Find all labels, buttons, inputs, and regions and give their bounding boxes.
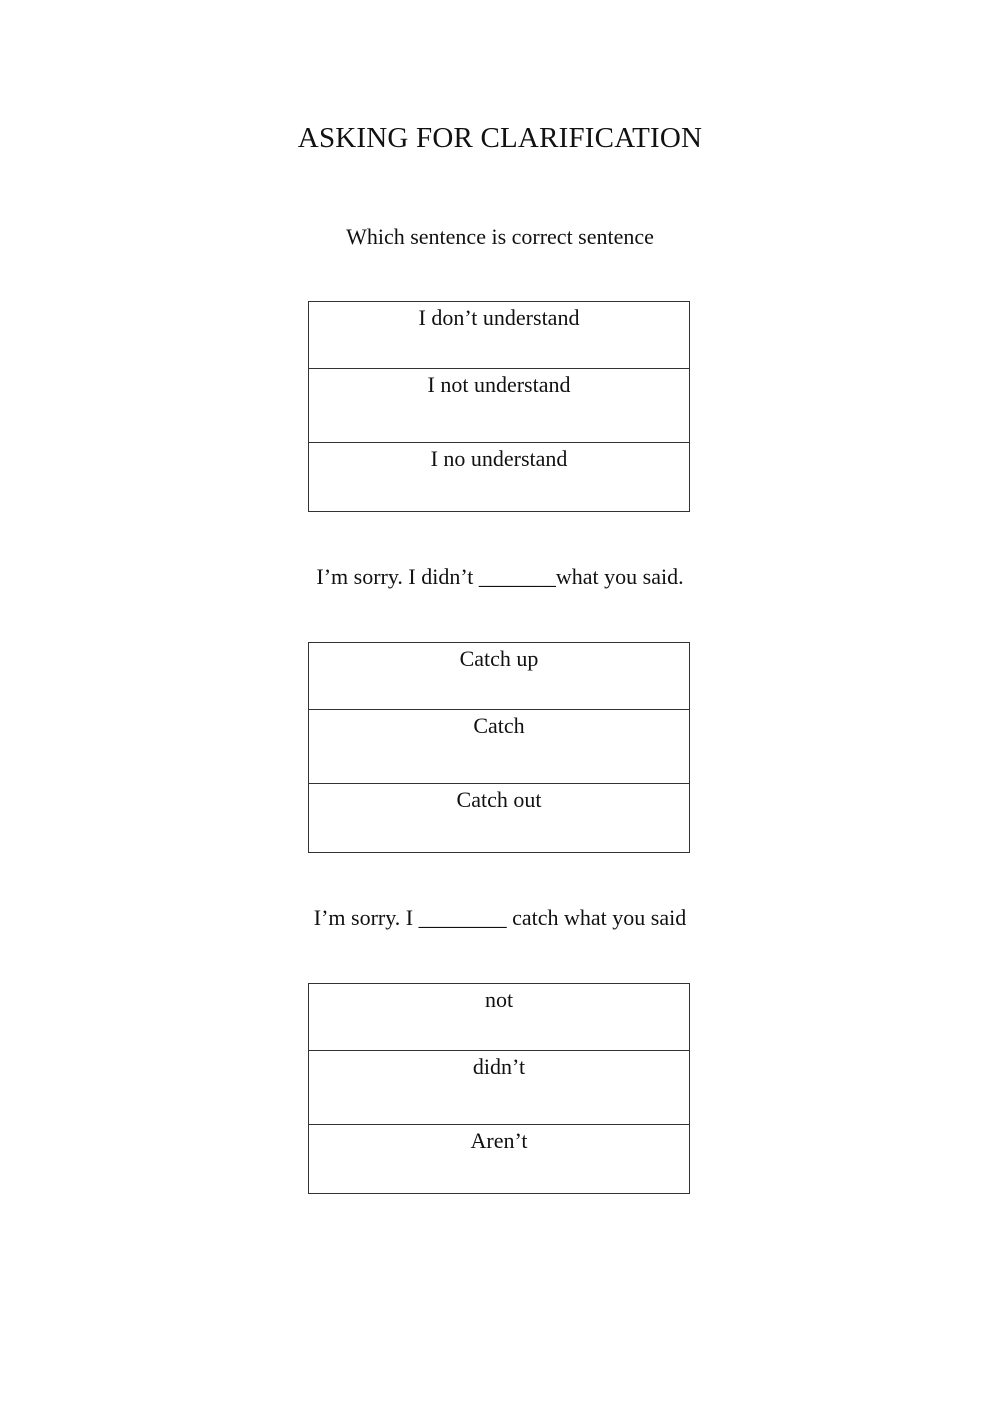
question-1-prompt: Which sentence is correct sentence [346, 224, 654, 249]
question-2-options [308, 642, 690, 853]
question-2-option-1[interactable]: Catch up [309, 643, 689, 710]
question-1-option-2[interactable]: I not understand [309, 369, 689, 443]
question-2-option-3[interactable]: Catch out [456, 787, 542, 812]
question-3-option-2[interactable]: didn’t [309, 1051, 689, 1125]
page-title: ASKING FOR CLARIFICATION [297, 122, 703, 154]
question-3-option-1[interactable]: not [309, 984, 689, 1051]
question-1-option-1[interactable]: I don’t understand [309, 302, 689, 369]
question-3-prompt: I’m sorry. I ________ catch what you said [313, 905, 687, 930]
question-1-option-3[interactable]: I no understand [430, 446, 568, 471]
question-2-prompt: I’m sorry. I didn’t _______what you said. [316, 564, 684, 589]
question-1-options [308, 301, 690, 512]
question-3-options [308, 983, 690, 1194]
question-3-option-3[interactable]: Aren’t [470, 1128, 528, 1153]
question-2-option-2[interactable]: Catch [309, 710, 689, 784]
